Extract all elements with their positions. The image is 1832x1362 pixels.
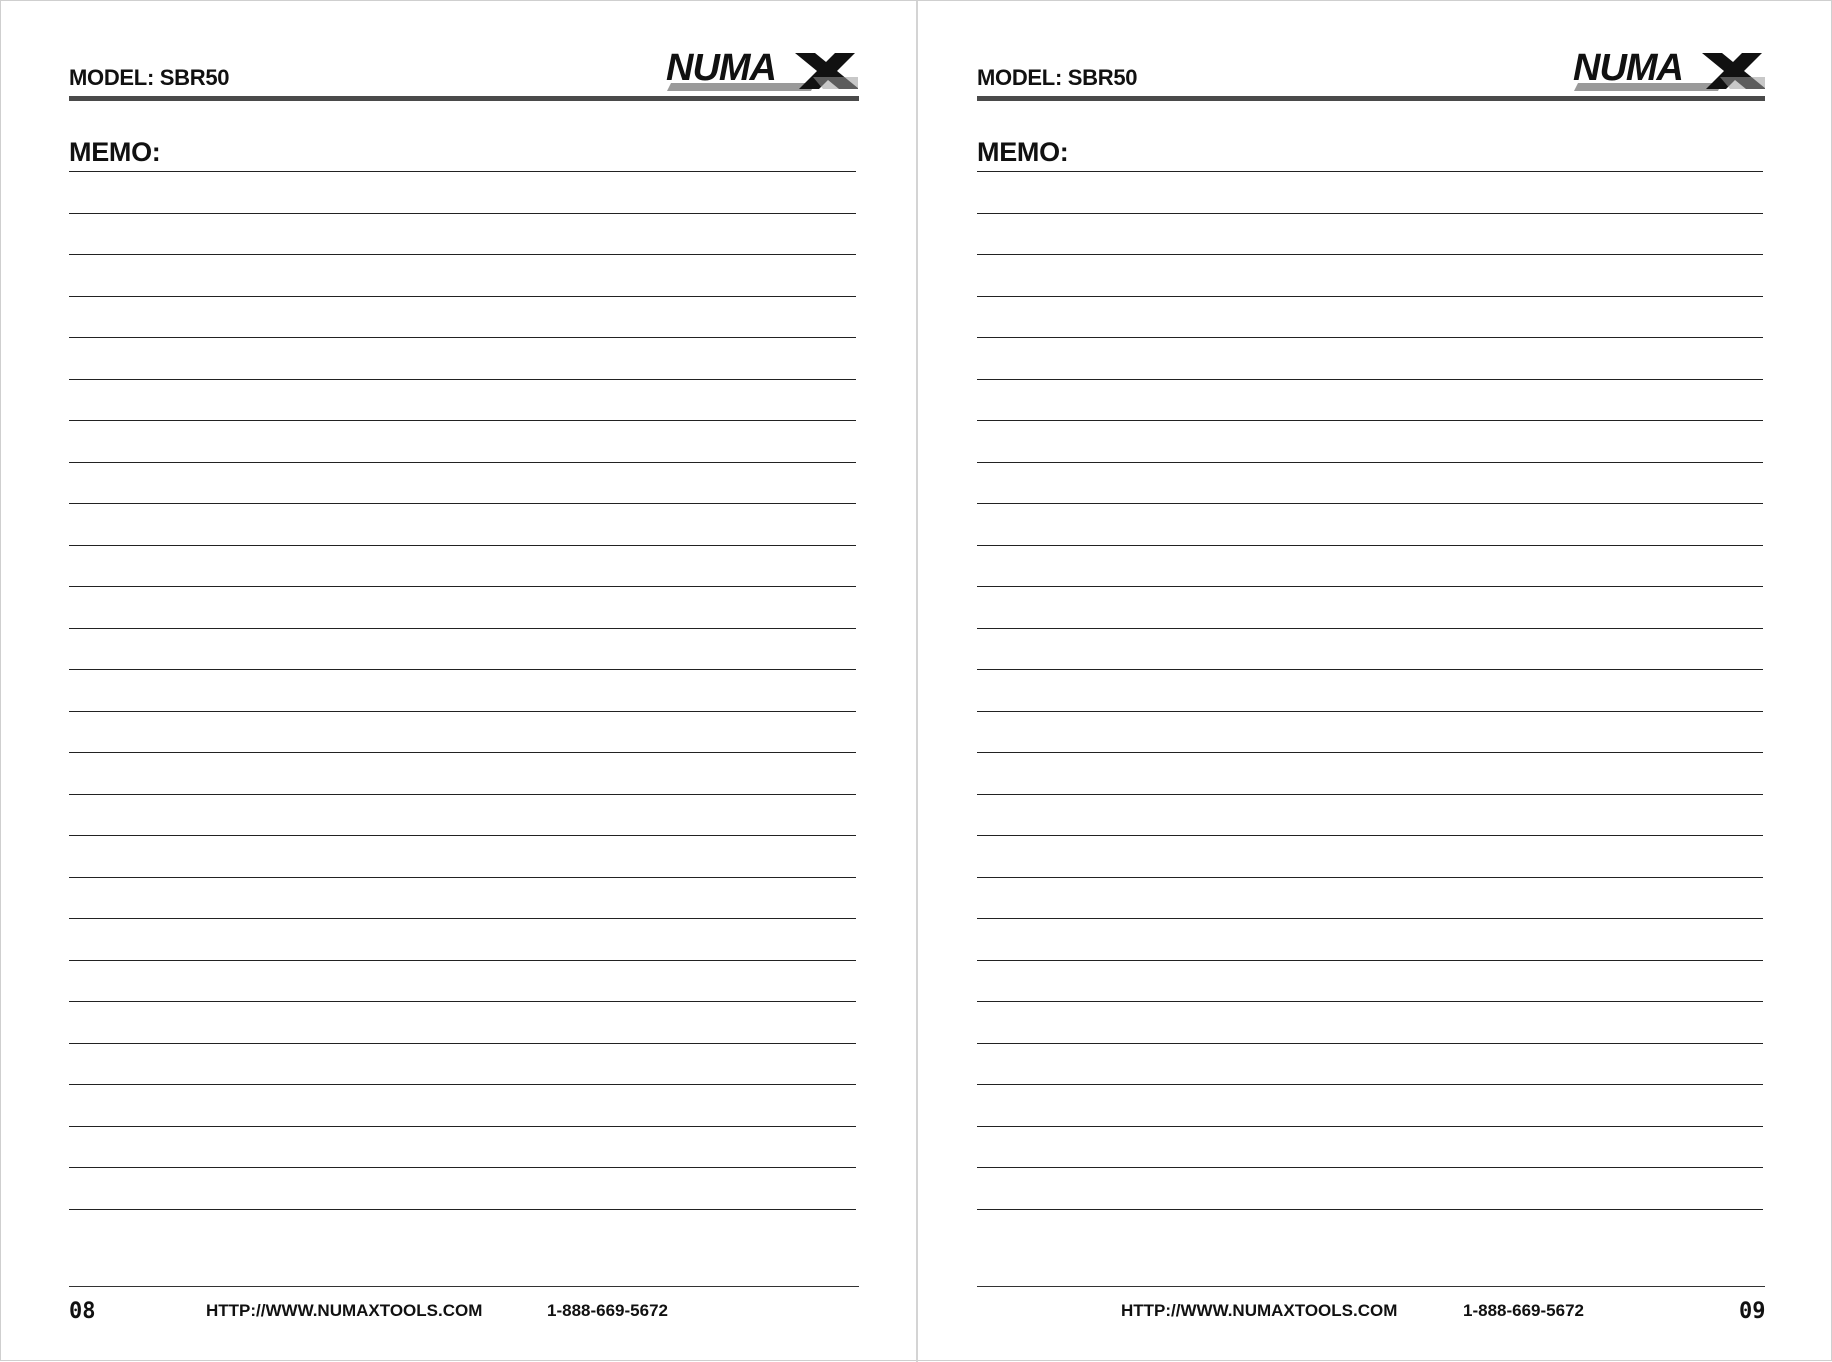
memo-line bbox=[69, 254, 856, 255]
memo-line bbox=[977, 379, 1763, 380]
memo-line bbox=[69, 171, 856, 172]
memo-line bbox=[977, 1209, 1763, 1210]
memo-line bbox=[977, 960, 1763, 961]
memo-line bbox=[69, 877, 856, 878]
memo-title: MEMO: bbox=[69, 137, 161, 167]
memo-title: MEMO: bbox=[977, 137, 1069, 167]
memo-line bbox=[977, 794, 1763, 795]
memo-writing-lines bbox=[977, 171, 1763, 1281]
memo-line bbox=[977, 1084, 1763, 1085]
footer-rule bbox=[977, 1286, 1765, 1287]
memo-line bbox=[977, 545, 1763, 546]
memo-line bbox=[69, 503, 856, 504]
memo-line bbox=[69, 586, 856, 587]
phone-number: 1-888-669-5672 bbox=[547, 1301, 668, 1320]
memo-writing-lines bbox=[69, 171, 856, 1281]
memo-line bbox=[977, 337, 1763, 338]
memo-line bbox=[977, 171, 1763, 172]
left-page bbox=[1, 1, 917, 1362]
memo-line bbox=[69, 379, 856, 380]
header-rule bbox=[69, 96, 859, 101]
memo-line bbox=[69, 420, 856, 421]
website-link[interactable]: HTTP://WWW.NUMAXTOOLS.COM bbox=[206, 1301, 483, 1320]
memo-line bbox=[977, 918, 1763, 919]
page-number: 09 bbox=[1739, 1299, 1766, 1324]
memo-line bbox=[69, 960, 856, 961]
memo-line bbox=[977, 628, 1763, 629]
memo-line bbox=[977, 1167, 1763, 1168]
memo-line bbox=[69, 711, 856, 712]
memo-line bbox=[69, 1209, 856, 1210]
memo-line bbox=[977, 669, 1763, 670]
memo-line bbox=[69, 1043, 856, 1044]
memo-line bbox=[977, 462, 1763, 463]
memo-line bbox=[69, 752, 856, 753]
memo-line bbox=[977, 296, 1763, 297]
memo-line bbox=[977, 1126, 1763, 1127]
memo-line bbox=[977, 1043, 1763, 1044]
memo-line bbox=[69, 296, 856, 297]
memo-line bbox=[977, 1001, 1763, 1002]
header-rule bbox=[977, 96, 1765, 101]
numax-logo-graphic bbox=[663, 47, 858, 93]
memo-line bbox=[69, 337, 856, 338]
memo-line bbox=[69, 669, 856, 670]
website-link[interactable]: HTTP://WWW.NUMAXTOOLS.COM bbox=[1121, 1301, 1398, 1320]
memo-line bbox=[69, 462, 856, 463]
memo-line bbox=[69, 1167, 856, 1168]
phone-number: 1-888-669-5672 bbox=[1463, 1301, 1584, 1320]
page-number: 08 bbox=[69, 1299, 96, 1324]
memo-line bbox=[977, 752, 1763, 753]
svg-text:NUMA: NUMA bbox=[1573, 47, 1683, 89]
memo-line bbox=[977, 711, 1763, 712]
numax-logo bbox=[663, 47, 858, 93]
memo-line bbox=[977, 877, 1763, 878]
memo-line bbox=[69, 545, 856, 546]
memo-line bbox=[977, 835, 1763, 836]
memo-line bbox=[977, 503, 1763, 504]
numax-logo bbox=[1570, 47, 1765, 93]
numax-logo-graphic bbox=[1570, 47, 1765, 93]
memo-line bbox=[977, 254, 1763, 255]
memo-line bbox=[977, 586, 1763, 587]
memo-line bbox=[977, 213, 1763, 214]
memo-line bbox=[69, 835, 856, 836]
memo-line bbox=[977, 420, 1763, 421]
memo-line bbox=[69, 794, 856, 795]
memo-line bbox=[69, 918, 856, 919]
svg-text:NUMA: NUMA bbox=[666, 47, 776, 89]
memo-line bbox=[69, 1126, 856, 1127]
footer-rule bbox=[69, 1286, 859, 1287]
model-label: MODEL: SBR50 bbox=[69, 65, 230, 90]
memo-line bbox=[69, 1084, 856, 1085]
right-page bbox=[917, 1, 1832, 1362]
memo-line bbox=[69, 1001, 856, 1002]
model-label: MODEL: SBR50 bbox=[977, 65, 1138, 90]
memo-line bbox=[69, 213, 856, 214]
memo-line bbox=[69, 628, 856, 629]
